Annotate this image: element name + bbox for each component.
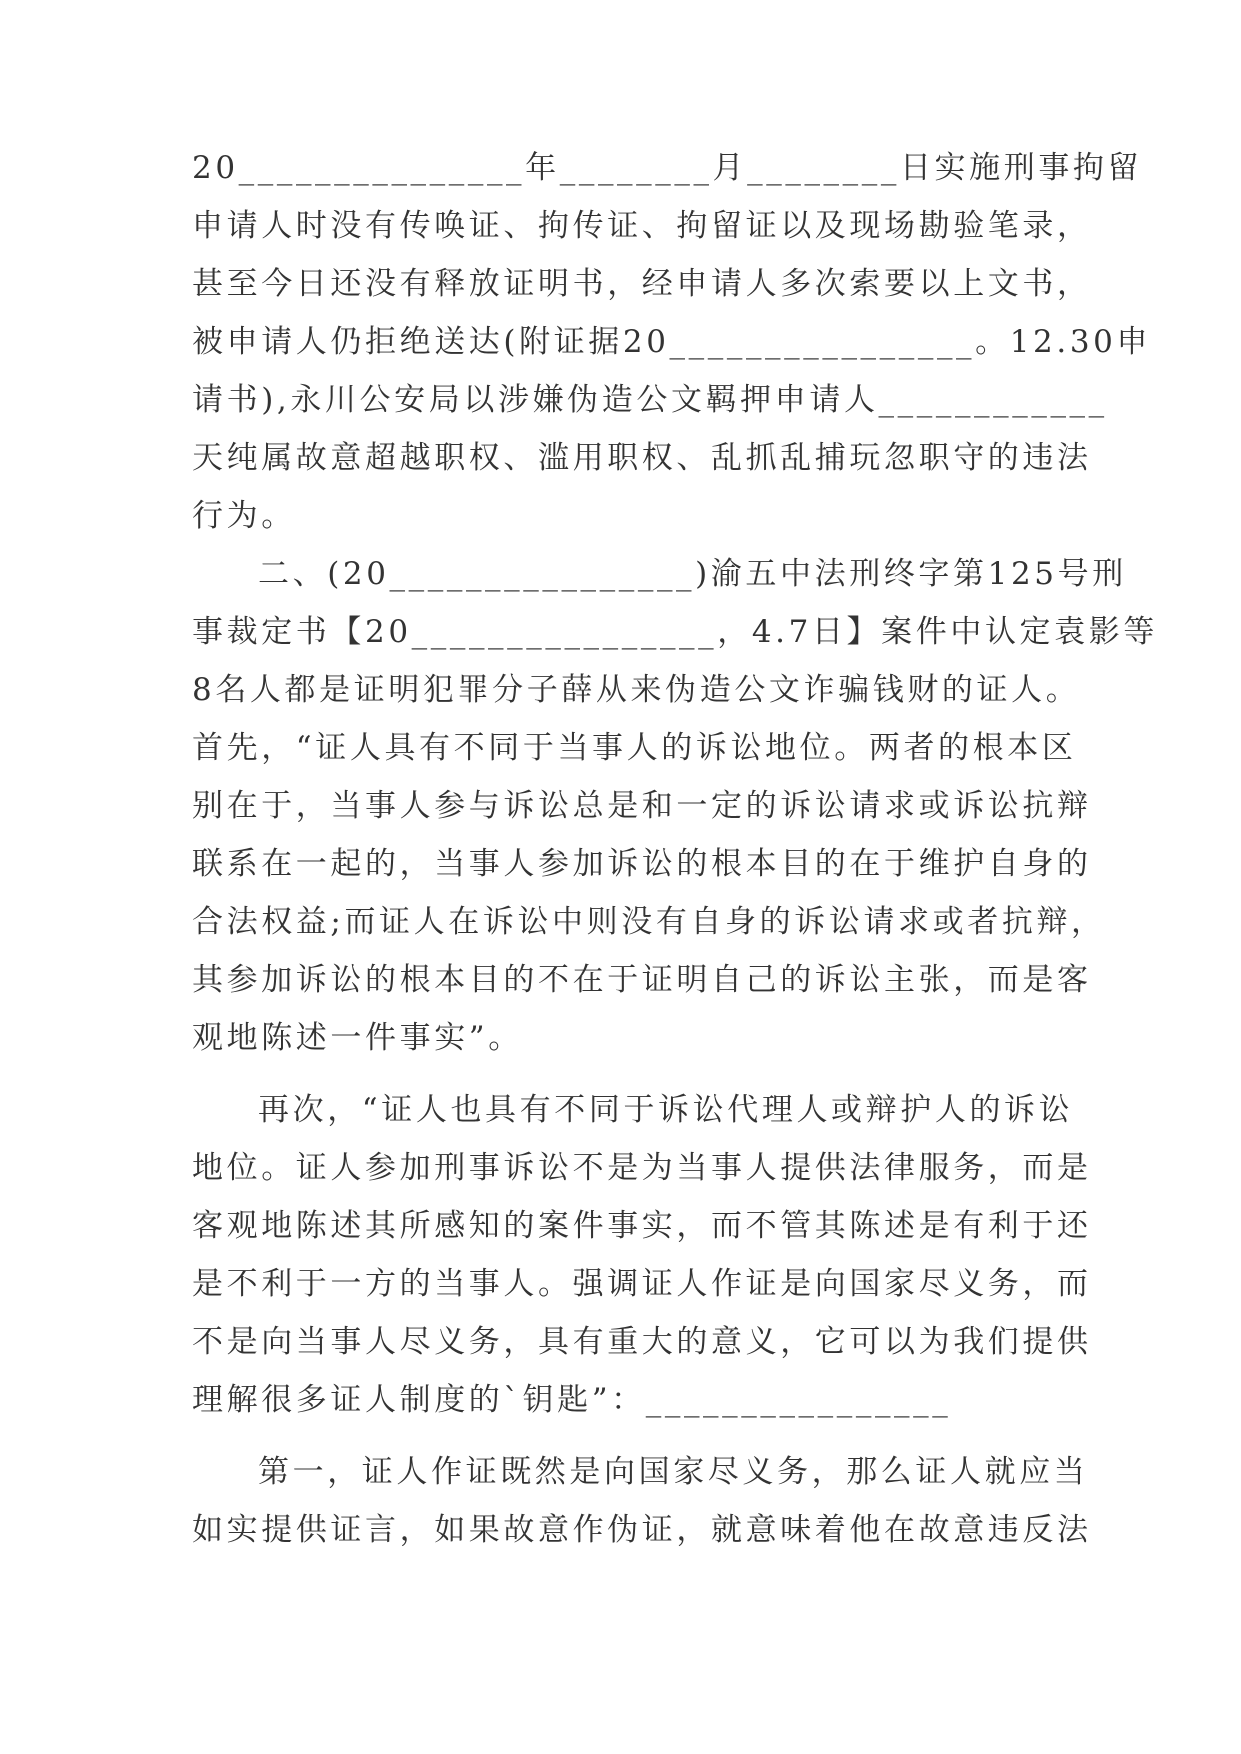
text-line: 观地陈述一件事实”。: [192, 1020, 523, 1056]
text-line: 被申请人仍拒绝送达(附证据20________________。12.30申: [192, 324, 1152, 360]
text-line: 理解很多证人制度的`钥匙”：________________: [192, 1382, 952, 1418]
text-line: 联系在一起的，当事人参加诉讼的根本目的在于维护自身的: [192, 846, 1092, 882]
text-line: 第一，证人作证既然是向国家尽义务，那么证人就应当: [258, 1454, 1089, 1490]
text-line: 再次，“证人也具有不同于诉讼代理人或辩护人的诉讼: [258, 1092, 1074, 1128]
text-line: 首先，“证人具有不同于当事人的诉讼地位。两者的根本区: [192, 730, 1077, 766]
text-line: 甚至今日还没有释放证明书，经申请人多次索要以上文书，: [192, 266, 1092, 302]
text-line: 不是向当事人尽义务，具有重大的意义，它可以为我们提供: [192, 1324, 1092, 1360]
text-line: 行为。: [192, 498, 296, 534]
text-line: 天纯属故意超越职权、滥用职权、乱抓乱捕玩忽职守的违法: [192, 440, 1092, 476]
text-line: 20_______________年________月________日实施刑事拘留: [192, 150, 1143, 186]
text-line: 事裁定书【20________________，4.7日】案件中认定袁影等: [192, 614, 1158, 650]
text-line: 如实提供证言，如果故意作伪证，就意味着他在故意违反法: [192, 1512, 1092, 1548]
text-line: 合法权益;而证人在诉讼中则没有自身的诉讼请求或者抗辩，: [192, 904, 1106, 940]
text-line: 申请人时没有传唤证、拘传证、拘留证以及现场勘验笔录，: [192, 208, 1092, 244]
text-line: 其参加诉讼的根本目的不在于证明自己的诉讼主张，而是客: [192, 962, 1092, 998]
text-line: 别在于，当事人参与诉讼总是和一定的诉讼请求或诉讼抗辩: [192, 788, 1092, 824]
text-line: 客观地陈述其所感知的案件事实，而不管其陈述是有利于还: [192, 1208, 1092, 1244]
text-line: 地位。证人参加刑事诉讼不是为当事人提供法律服务，而是: [192, 1150, 1092, 1186]
text-line: 请书),永川公安局以涉嫌伪造公文羁押申请人____________: [192, 382, 1108, 418]
text-line: 是不利于一方的当事人。强调证人作证是向国家尽义务，而: [192, 1266, 1092, 1302]
text-line: 8名人都是证明犯罪分子薛从来伪造公文诈骗钱财的证人。: [192, 672, 1081, 708]
text-line: 二、(20________________)渝五中法刑终字第125号刑: [258, 556, 1127, 592]
